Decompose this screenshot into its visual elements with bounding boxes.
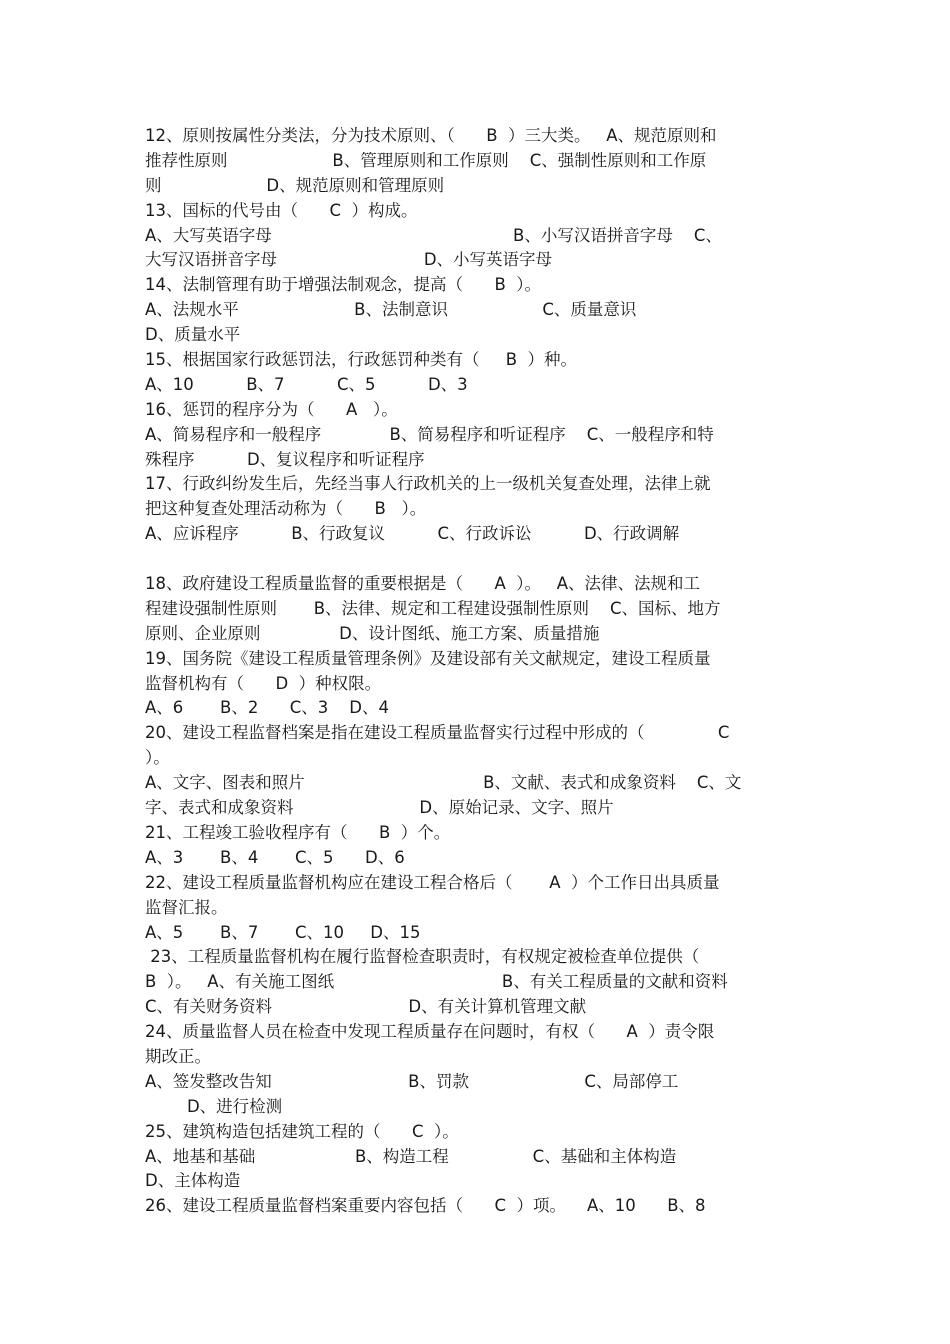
text-line: C、有关财务资料 D、有关计算机管理文献 — [145, 997, 587, 1017]
text-line: 程建设强制性原则 B、法律、规定和工程建设强制性原则 C、国标、地方 — [145, 598, 721, 618]
blank-line — [145, 547, 807, 572]
text-line: A、文字、图表和照片 B、文献、表式和成象资料 C、文 — [145, 773, 742, 793]
text-line: D、主体构造 — [145, 1171, 241, 1191]
text-line: 18、政府建设工程质量监督的重要根据是（ A ）。 A、法律、法规和工 — [145, 574, 701, 594]
text-line: 24、质量监督人员在检查中发现工程质量存在问题时，有权（ A ）责令限 — [145, 1022, 715, 1042]
text-line: 则 D、规范原则和管理原则 — [145, 175, 445, 195]
text-line: A、简易程序和一般程序 B、简易程序和听证程序 C、一般程序和特 — [145, 424, 714, 444]
text-line: 推荐性原则 B、管理原则和工作原则 C、强制性原则和工作原 — [145, 150, 707, 170]
text-line: 监督汇报。 — [145, 897, 228, 917]
text-line: 19、国务院《建设工程质量管理条例》及建设部有关文献规定，建设工程质量 — [145, 648, 711, 668]
text-line: 20、建设工程监督档案是指在建设工程质量监督实行过程中形成的（ C — [145, 723, 730, 743]
text-line: 把这种复查处理活动称为（ B ）。 — [145, 499, 427, 519]
text-line: A、大写英语字母 B、小写汉语拼音字母 C、 — [145, 225, 722, 245]
text-line: 原则、企业原则 D、设计图纸、施工方案、质量措施 — [145, 623, 600, 643]
text-line: A、10 B、7 C、5 D、3 — [145, 374, 468, 394]
text-line: A、3 B、4 C、5 D、6 — [145, 847, 405, 867]
text-line: A、地基和基础 B、构造工程 C、基础和主体构造 — [145, 1146, 677, 1166]
text-line: A、应诉程序 B、行政复议 C、行政诉讼 D、行政调解 — [145, 524, 680, 544]
text-line: 21、工程竣工验收程序有（ B ）个。 — [145, 822, 451, 842]
text-line: A、5 B、7 C、10 D、15 — [145, 922, 421, 942]
text-line: A、签发整改告知 B、罚款 C、局部停工 — [145, 1071, 679, 1091]
text-line: D、进行检测 — [145, 1096, 283, 1116]
text-line: ）。 — [145, 748, 170, 768]
document-body — [145, 124, 807, 1219]
text-line: 字、表式和成象资料 D、原始记录、文字、照片 — [145, 798, 614, 818]
text-line: 23、工程质量监督机构在履行监督检查职责时，有权规定被检查单位提供（ — [145, 947, 700, 967]
text-line: 17、行政纠纷发生后，先经当事人行政机关的上一级机关复查处理，法律上就 — [145, 474, 711, 494]
text-line: 15、根据国家行政惩罚法，行政惩罚种类有（ B ）种。 — [145, 350, 578, 370]
text-line: D、质量水平 — [145, 325, 241, 345]
text-line: 殊程序 D、复议程序和听证程序 — [145, 449, 425, 469]
text-line: 12、原则按属性分类法，分为技术原则、（ B ）三大类。 A、规范原则和 — [145, 126, 717, 145]
text-line: 大写汉语拼音字母 D、小写英语字母 — [145, 250, 553, 270]
text-line: 22、建设工程质量监督机构应在建设工程合格后（ A ）个工作日出具质量 — [145, 872, 720, 892]
text-line: 26、建设工程质量监督档案重要内容包括（ C ）项。 A、10 B、8 — [145, 1196, 706, 1216]
text-line: A、6 B、2 C、3 D、4 — [145, 698, 389, 718]
text-line: 16、惩罚的程序分为（ A ）。 — [145, 399, 398, 419]
text-line: A、法规水平 B、法制意识 C、质量意识 — [145, 300, 637, 320]
text-line: 监督机构有（ D ）种权限。 — [145, 673, 382, 693]
text-line: B ）。 A、有关施工图纸 B、有关工程质量的文献和资料 — [145, 972, 728, 992]
text-line: 25、建筑构造包括建筑工程的（ C ）。 — [145, 1121, 459, 1141]
text-line: 13、国标的代号由（ C ）构成。 — [145, 200, 418, 220]
text-line: 14、法制管理有助于增强法制观念，提高（ B ）。 — [145, 275, 542, 295]
text-line: 期改正。 — [145, 1046, 211, 1066]
